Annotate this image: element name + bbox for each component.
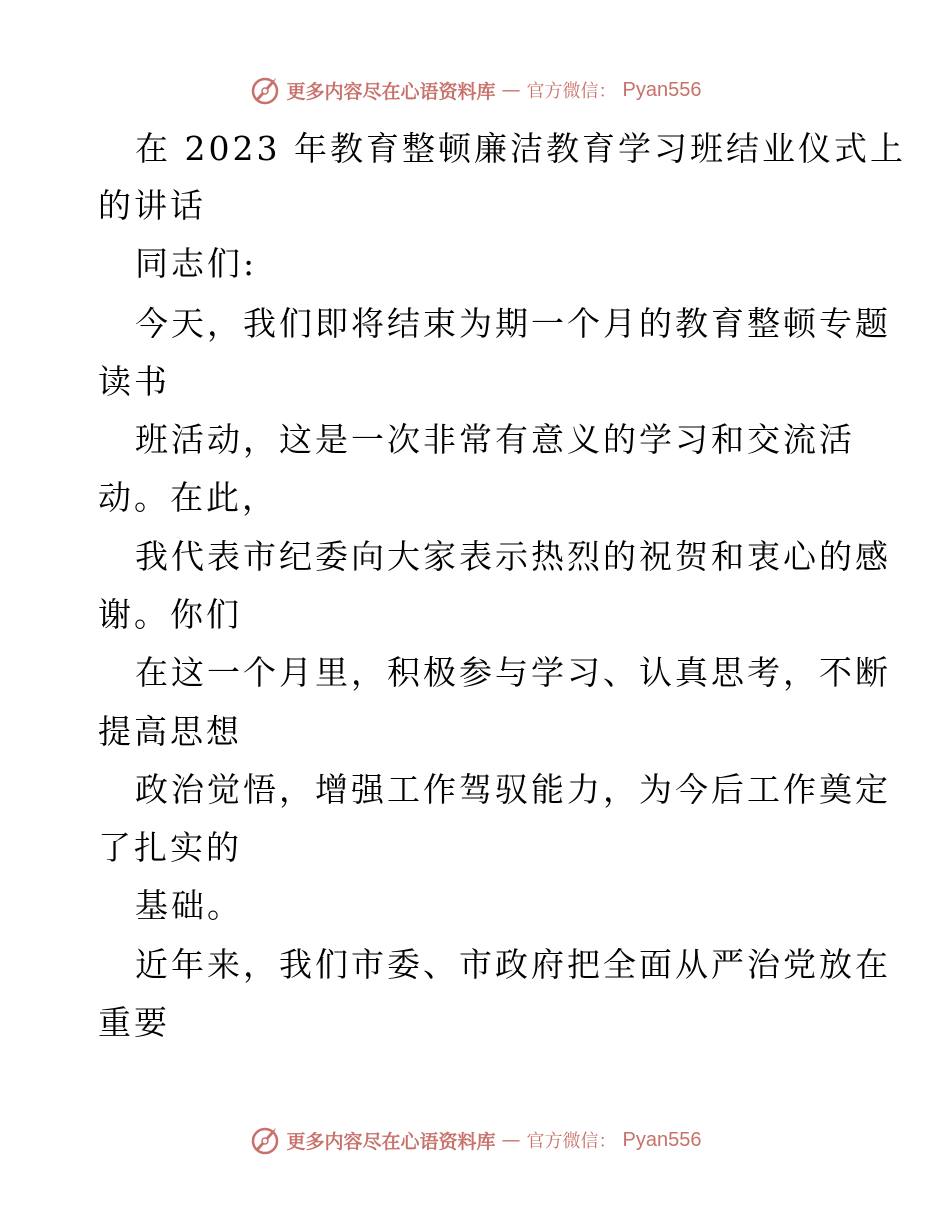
- salutation: 同志们:: [135, 244, 258, 283]
- paragraph-line: 提高思想: [98, 712, 242, 751]
- footer-watermark: [0, 1120, 950, 1160]
- paragraph-line: 今天，我们即将结束为期一个月的教育整顿专题: [135, 304, 891, 343]
- pen-logo-icon: [249, 1124, 281, 1156]
- paragraph-line: 读书: [98, 362, 170, 401]
- watermark-id: Pyan556: [622, 1128, 702, 1151]
- watermark-id: Pyan556: [622, 78, 702, 101]
- watermark-brand: 更多内容尽在心语资料库: [286, 80, 496, 103]
- watermark-label: 官方微信：: [526, 81, 617, 102]
- paragraph-line: 动。在此，: [98, 478, 278, 517]
- paragraph-line: 近年来，我们市委、市政府把全面从严治党放在: [135, 945, 891, 984]
- paragraph-line: 重要: [98, 1003, 170, 1042]
- pen-logo-icon: [249, 74, 281, 106]
- paragraph-line: 班活动，这是一次非常有意义的学习和交流活: [135, 420, 855, 459]
- watermark-brand: 更多内容尽在心语资料库: [286, 1130, 496, 1153]
- paragraph-line: 了扎实的: [98, 828, 242, 867]
- watermark-separator: —: [501, 1129, 521, 1151]
- paragraph-line: 谢。你们: [98, 595, 242, 634]
- paragraph-line: 政治觉悟，增强工作驾驭能力，为今后工作奠定: [135, 770, 891, 809]
- watermark-label: 官方微信：: [526, 1131, 617, 1152]
- paragraph-line: 在这一个月里，积极参与学习、认真思考，不断: [135, 653, 891, 692]
- header-watermark: [0, 70, 950, 110]
- watermark-separator: —: [501, 79, 521, 101]
- title-line-1: 在 2023 年教育整顿廉洁教育学习班结业仪式上: [135, 129, 906, 168]
- title-line-2: 的讲话: [98, 186, 206, 225]
- paragraph-line: 我代表市纪委向大家表示热烈的祝贺和衷心的感: [135, 537, 891, 576]
- paragraph-line: 基础。: [135, 886, 243, 925]
